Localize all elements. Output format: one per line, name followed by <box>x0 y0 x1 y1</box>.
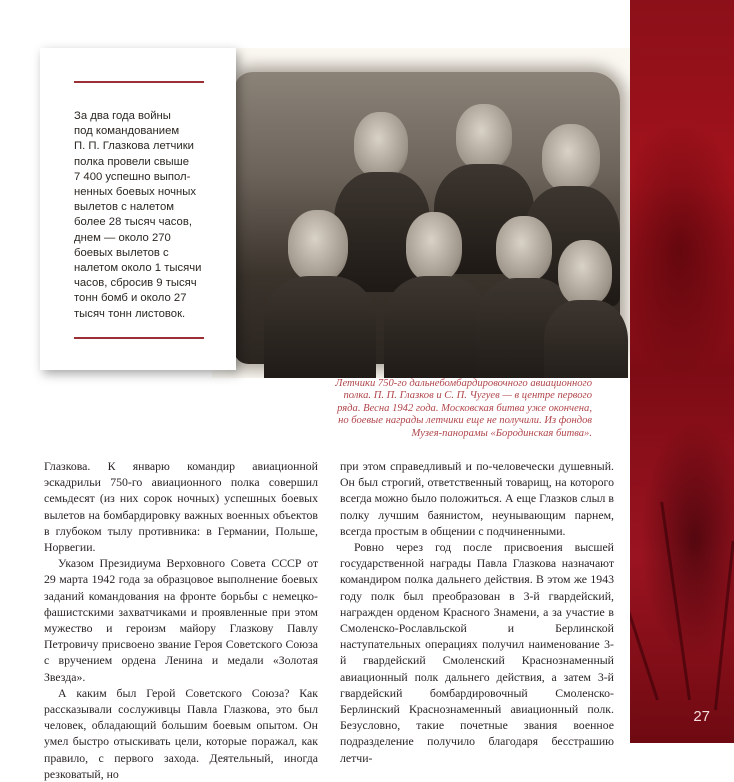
paragraph: Указом Президиума Верховного Совета СССР от 29 марта 1942 года за образцовое выполнение боевых заданий командования на фронте борьбы с немецко-фашистскими захватчиками и проявленные при этом мужество и героизм майору Глазкову Павлу Петровичу присвоено звание Героя Советского Союза с вручением ордена Ленина и медали «Золотая Звезда». <box>44 556 318 684</box>
card-top-rule <box>74 81 204 83</box>
card-text: За два года войны под командованием П. П. Глазкова летчики полка провели свыше 7 400 успешно выпол- ненных боевых ночных вылетов с налетом более 28 тысяч часов, днем — около 270 боевых вылетов с налетом около 1 тысячи часов, сбросив 9 тысяч тонн бомб и около 27 тысяч тонн листовок. <box>74 110 202 320</box>
body-column-left <box>44 458 318 782</box>
photo-caption: Летчики 750-го дальнебомбардировочного авиационного полка. П. П. Глазков и С. П. Чугуев — в центре первого ряда. Весна 1942 года. Московская битва уже окончена, но боевые награды летчики еще не получили. Из фондов Музея-панорамы «Бородинская битва». <box>335 378 592 439</box>
paragraph: А каким был Герой Советского Союза? Как рассказывали сослуживцы Павла Глазкова, это был человек, обладающий большим боевым опытом. Он умел быстро отыскивать цели, которые поражал, как правило, с первого захода. Деятельный, иногда резковатый, но <box>44 685 318 781</box>
decorative-red-band <box>630 0 734 743</box>
paragraph: Глазкова. К январю командир авиационной эскадрильи 750-го авиационного полка совершил семьдесят (из них сорок ночных) успешных боевых вылетов на бомбардировку важных военных объектов в глубоком тылу противника: в Германии, Польше, Норвегии. <box>44 459 318 555</box>
page-number: 27 <box>693 708 710 725</box>
quote-card <box>40 48 236 370</box>
body-column-right <box>340 458 614 766</box>
paragraph: Ровно через год после присвоения высшей государственной награды Павла Глазкова назначают командиром полка дальнего действия. В этом же 1943 году полк был преобразован в 3-й гвардейский, награжден орденом Красного Знамени, а за участие в Смоленско-Рославльской и Берлинской наступательных операциях получил наименование 3-й гвардейский Смоленский Краснознаменный авиационный полк дальнего действия, а затем 3-й гвардейский бомбардировочный Смоленско-Берлинский Краснознаменный авиационный полк. Безусловно, такие почетные звания военное подразделение получило благодаря бесстрашию летчи- <box>340 540 614 765</box>
paragraph: при этом справедливый и по-человечески душевный. Он был строгий, ответственный товарищ, на которого всегда можно было положиться. А еще Глазков слыл в полку лучшим баянистом, неунывающим парнем, всегда простым в общении с подчиненными. <box>340 459 614 538</box>
card-bottom-rule <box>74 337 204 339</box>
historical-photo <box>212 48 630 378</box>
